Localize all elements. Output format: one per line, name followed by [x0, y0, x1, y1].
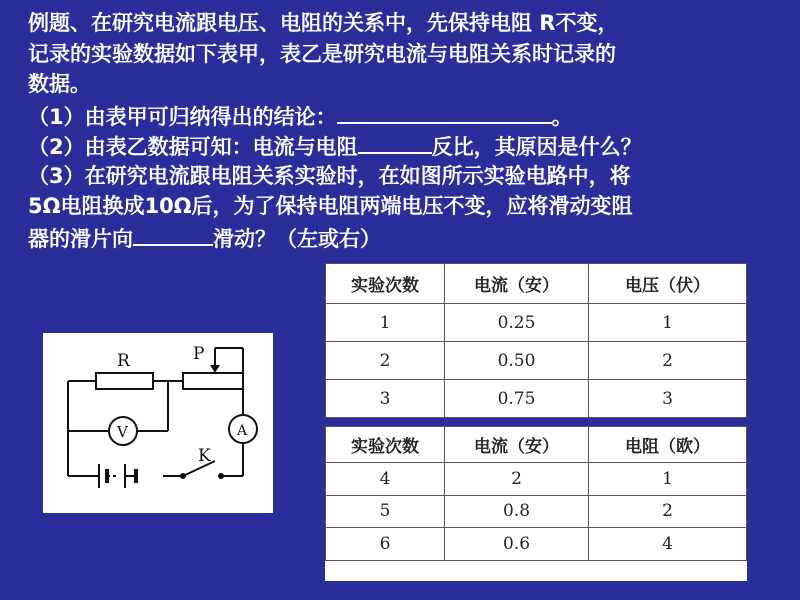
table-cell: 5	[326, 495, 445, 528]
q3-suffix: 滑动？（左或右）	[213, 226, 381, 251]
circuit-diagram	[43, 333, 273, 513]
table-1-header: 电压（伏）	[589, 264, 747, 304]
answer-blank-2[interactable]	[358, 130, 432, 154]
question-line-3: 数据。	[28, 72, 91, 96]
table-cell: 0.75	[445, 380, 589, 418]
q2-prefix: （2）由表乙数据可知：电流与电阻	[28, 135, 358, 159]
resistor-r	[96, 373, 153, 389]
table-cell: 2	[445, 463, 589, 496]
table-1-header: 电流（安）	[445, 264, 589, 304]
table-row	[326, 304, 747, 342]
sub-question-2	[28, 130, 788, 161]
question-line-2: 记录的实验数据如下表甲，表乙是研究电流与电阻关系时记录的	[28, 41, 616, 66]
table-cell: 1	[589, 304, 747, 342]
data-table-1	[325, 263, 747, 418]
table-2-header: 实验次数	[326, 427, 445, 463]
table-1-header-row	[326, 264, 747, 304]
data-table-2	[325, 426, 747, 581]
table-row	[326, 380, 747, 418]
table-cell: 0.25	[445, 304, 589, 342]
sub-question-1	[28, 100, 788, 131]
table-row	[326, 342, 747, 380]
table-cell: 0.8	[445, 495, 589, 528]
table-cell: 6	[326, 528, 445, 561]
label-v: V	[117, 423, 128, 441]
table-cell: 2	[326, 342, 445, 380]
table-cell: 1	[326, 304, 445, 342]
table-2-header-row	[326, 427, 747, 463]
table-row	[326, 463, 747, 496]
table-1-header: 实验次数	[326, 264, 445, 304]
table-cell: 4	[326, 463, 445, 496]
table-cell: 1	[589, 463, 747, 496]
label-p: P	[193, 344, 205, 364]
table-row	[326, 528, 747, 561]
answer-blank-3[interactable]	[133, 222, 213, 246]
rheostat-p	[183, 373, 243, 389]
table-2-header: 电阻（欧）	[589, 427, 747, 463]
table-cell: 0.50	[445, 342, 589, 380]
circuit-svg	[43, 333, 273, 513]
q3-prefix: 器的滑片向	[28, 226, 133, 251]
answer-blank-1[interactable]	[337, 100, 552, 124]
table-row	[326, 495, 747, 528]
sub-question-3-line-2: 5Ω电阻换成10Ω后，为了保持电阻两端电压不变，应将滑动变阻	[28, 194, 633, 218]
table-cell: 3	[326, 380, 445, 418]
label-r: R	[117, 351, 130, 371]
table-cell: 2	[589, 495, 747, 528]
table-cell: 0.6	[445, 528, 589, 561]
label-k: K	[198, 446, 211, 466]
label-a: A	[237, 423, 248, 439]
q1-suffix: 。	[551, 104, 573, 129]
sub-question-3-line-1: （3）在研究电流跟电阻关系实验时，在如图所示实验电路中，将	[28, 163, 631, 188]
question-text	[28, 8, 788, 252]
sub-question-3-line-3	[28, 222, 788, 253]
table-cell: 4	[589, 528, 747, 561]
table-cell: 3	[589, 380, 747, 418]
table-cell: 2	[589, 342, 747, 380]
q1-prefix: （1）由表甲可归纳得出的结论：	[28, 104, 337, 129]
table-2-header: 电流（安）	[445, 427, 589, 463]
q2-suffix: 反比，其原因是什么？	[431, 135, 642, 159]
question-line-1: 例题、在研究电流跟电压、电阻的关系中，先保持电阻 R不变，	[28, 11, 619, 35]
